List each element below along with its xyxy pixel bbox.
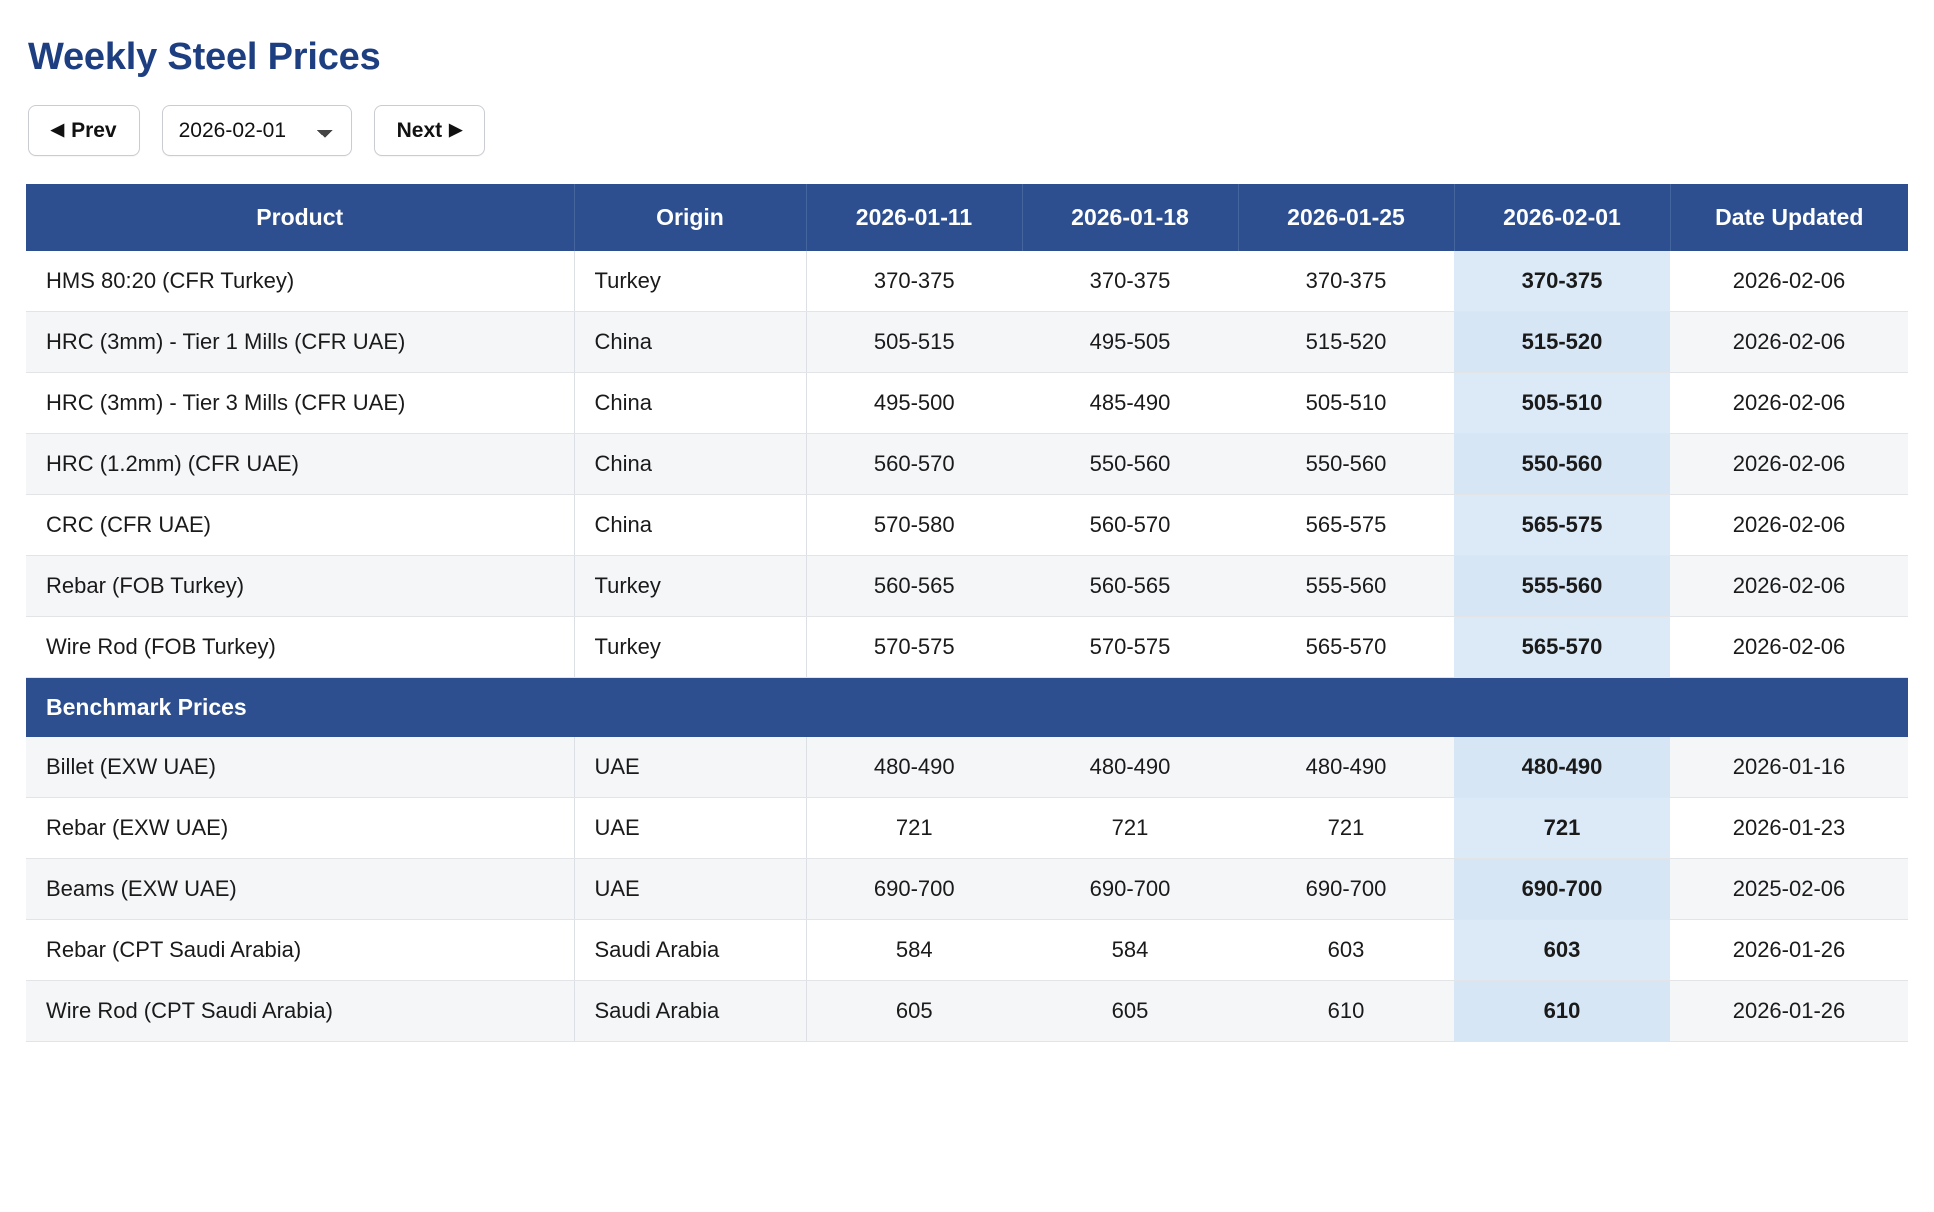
- cell-price-week-2: 550-560: [1022, 434, 1238, 495]
- cell-price-week-1: 560-570: [806, 434, 1022, 495]
- cell-price-week-4: 603: [1454, 920, 1670, 981]
- cell-origin: China: [574, 495, 806, 556]
- cell-price-week-3: 515-520: [1238, 312, 1454, 373]
- cell-origin: UAE: [574, 859, 806, 920]
- cell-origin: UAE: [574, 798, 806, 859]
- cell-product: Rebar (CPT Saudi Arabia): [26, 920, 574, 981]
- left-arrow-icon: ◀: [51, 120, 65, 140]
- cell-product: HRC (3mm) - Tier 3 Mills (CFR UAE): [26, 373, 574, 434]
- table-row: [26, 798, 1908, 859]
- cell-price-week-3: 721: [1238, 798, 1454, 859]
- cell-price-week-1: 605: [806, 981, 1022, 1042]
- column-header-week-1: 2026-01-11: [806, 184, 1022, 251]
- cell-price-week-3: 603: [1238, 920, 1454, 981]
- cell-price-week-2: 721: [1022, 798, 1238, 859]
- cell-price-week-2: 485-490: [1022, 373, 1238, 434]
- table-section-row: [26, 678, 1908, 738]
- next-week-button[interactable]: [374, 105, 486, 156]
- cell-price-week-3: 550-560: [1238, 434, 1454, 495]
- cell-price-week-4: 480-490: [1454, 737, 1670, 798]
- cell-price-week-3: 690-700: [1238, 859, 1454, 920]
- cell-price-week-2: 370-375: [1022, 251, 1238, 312]
- cell-price-week-3: 505-510: [1238, 373, 1454, 434]
- cell-product: Wire Rod (FOB Turkey): [26, 617, 574, 678]
- cell-price-week-2: 560-565: [1022, 556, 1238, 617]
- cell-price-week-4: 515-520: [1454, 312, 1670, 373]
- cell-origin: China: [574, 373, 806, 434]
- price-table-container: [26, 184, 1908, 1042]
- cell-date-updated: 2026-02-06: [1670, 495, 1908, 556]
- cell-price-week-2: 690-700: [1022, 859, 1238, 920]
- cell-price-week-3: 555-560: [1238, 556, 1454, 617]
- cell-price-week-3: 565-575: [1238, 495, 1454, 556]
- cell-price-week-2: 560-570: [1022, 495, 1238, 556]
- week-select[interactable]: [162, 105, 352, 156]
- cell-date-updated: 2026-01-16: [1670, 737, 1908, 798]
- cell-price-week-1: 690-700: [806, 859, 1022, 920]
- cell-date-updated: 2025-02-06: [1670, 859, 1908, 920]
- cell-price-week-1: 721: [806, 798, 1022, 859]
- cell-price-week-4: 690-700: [1454, 859, 1670, 920]
- cell-price-week-1: 584: [806, 920, 1022, 981]
- cell-price-week-4: 370-375: [1454, 251, 1670, 312]
- prev-week-label: Prev: [71, 119, 117, 142]
- cell-price-week-3: 565-570: [1238, 617, 1454, 678]
- page-title: Weekly Steel Prices: [28, 36, 381, 78]
- cell-price-week-4: 565-575: [1454, 495, 1670, 556]
- right-arrow-icon: ▶: [449, 120, 463, 140]
- cell-date-updated: 2026-01-23: [1670, 798, 1908, 859]
- cell-product: Rebar (EXW UAE): [26, 798, 574, 859]
- cell-price-week-1: 480-490: [806, 737, 1022, 798]
- cell-product: HMS 80:20 (CFR Turkey): [26, 251, 574, 312]
- cell-date-updated: 2026-02-06: [1670, 373, 1908, 434]
- cell-origin: Saudi Arabia: [574, 981, 806, 1042]
- table-row: [26, 556, 1908, 617]
- cell-price-week-1: 370-375: [806, 251, 1022, 312]
- column-header-date-updated: Date Updated: [1670, 184, 1908, 251]
- column-header-product: Product: [26, 184, 574, 251]
- cell-origin: Turkey: [574, 617, 806, 678]
- cell-date-updated: 2026-02-06: [1670, 556, 1908, 617]
- cell-date-updated: 2026-02-06: [1670, 434, 1908, 495]
- cell-price-week-2: 480-490: [1022, 737, 1238, 798]
- table-body: [26, 251, 1908, 1042]
- cell-price-week-1: 570-580: [806, 495, 1022, 556]
- table-row: [26, 737, 1908, 798]
- week-navigation-toolbar: [28, 105, 1908, 156]
- cell-price-week-4: 555-560: [1454, 556, 1670, 617]
- cell-price-week-4: 721: [1454, 798, 1670, 859]
- cell-origin: Turkey: [574, 251, 806, 312]
- column-header-origin: Origin: [574, 184, 806, 251]
- table-row: [26, 920, 1908, 981]
- cell-product: Rebar (FOB Turkey): [26, 556, 574, 617]
- cell-date-updated: 2026-02-06: [1670, 251, 1908, 312]
- cell-date-updated: 2026-02-06: [1670, 617, 1908, 678]
- cell-date-updated: 2026-02-06: [1670, 312, 1908, 373]
- table-header: [26, 184, 1908, 251]
- section-label: Benchmark Prices: [26, 678, 1908, 738]
- cell-price-week-2: 570-575: [1022, 617, 1238, 678]
- weekly-steel-price-table: [26, 184, 1908, 1042]
- prev-week-button[interactable]: [28, 105, 140, 156]
- table-row: [26, 617, 1908, 678]
- cell-product: Billet (EXW UAE): [26, 737, 574, 798]
- cell-price-week-2: 584: [1022, 920, 1238, 981]
- table-row: [26, 495, 1908, 556]
- cell-price-week-2: 495-505: [1022, 312, 1238, 373]
- cell-price-week-3: 480-490: [1238, 737, 1454, 798]
- cell-origin: China: [574, 434, 806, 495]
- table-header-row: [26, 184, 1908, 251]
- cell-price-week-4: 505-510: [1454, 373, 1670, 434]
- cell-product: HRC (3mm) - Tier 1 Mills (CFR UAE): [26, 312, 574, 373]
- table-row: [26, 434, 1908, 495]
- cell-date-updated: 2026-01-26: [1670, 981, 1908, 1042]
- cell-price-week-3: 610: [1238, 981, 1454, 1042]
- cell-price-week-4: 565-570: [1454, 617, 1670, 678]
- cell-product: Wire Rod (CPT Saudi Arabia): [26, 981, 574, 1042]
- column-header-week-2: 2026-01-18: [1022, 184, 1238, 251]
- column-header-week-4: 2026-02-01: [1454, 184, 1670, 251]
- cell-product: Beams (EXW UAE): [26, 859, 574, 920]
- cell-origin: UAE: [574, 737, 806, 798]
- cell-product: CRC (CFR UAE): [26, 495, 574, 556]
- cell-price-week-1: 560-565: [806, 556, 1022, 617]
- cell-price-week-4: 610: [1454, 981, 1670, 1042]
- column-header-week-3: 2026-01-25: [1238, 184, 1454, 251]
- table-row: [26, 981, 1908, 1042]
- table-row: [26, 859, 1908, 920]
- cell-origin: Turkey: [574, 556, 806, 617]
- table-row: [26, 312, 1908, 373]
- next-week-label: Next: [396, 119, 443, 142]
- cell-price-week-3: 370-375: [1238, 251, 1454, 312]
- cell-product: HRC (1.2mm) (CFR UAE): [26, 434, 574, 495]
- table-row: [26, 373, 1908, 434]
- cell-date-updated: 2026-01-26: [1670, 920, 1908, 981]
- cell-origin: Saudi Arabia: [574, 920, 806, 981]
- cell-origin: China: [574, 312, 806, 373]
- table-row: [26, 251, 1908, 312]
- cell-price-week-1: 570-575: [806, 617, 1022, 678]
- cell-price-week-1: 495-500: [806, 373, 1022, 434]
- cell-price-week-2: 605: [1022, 981, 1238, 1042]
- cell-price-week-1: 505-515: [806, 312, 1022, 373]
- cell-price-week-4: 550-560: [1454, 434, 1670, 495]
